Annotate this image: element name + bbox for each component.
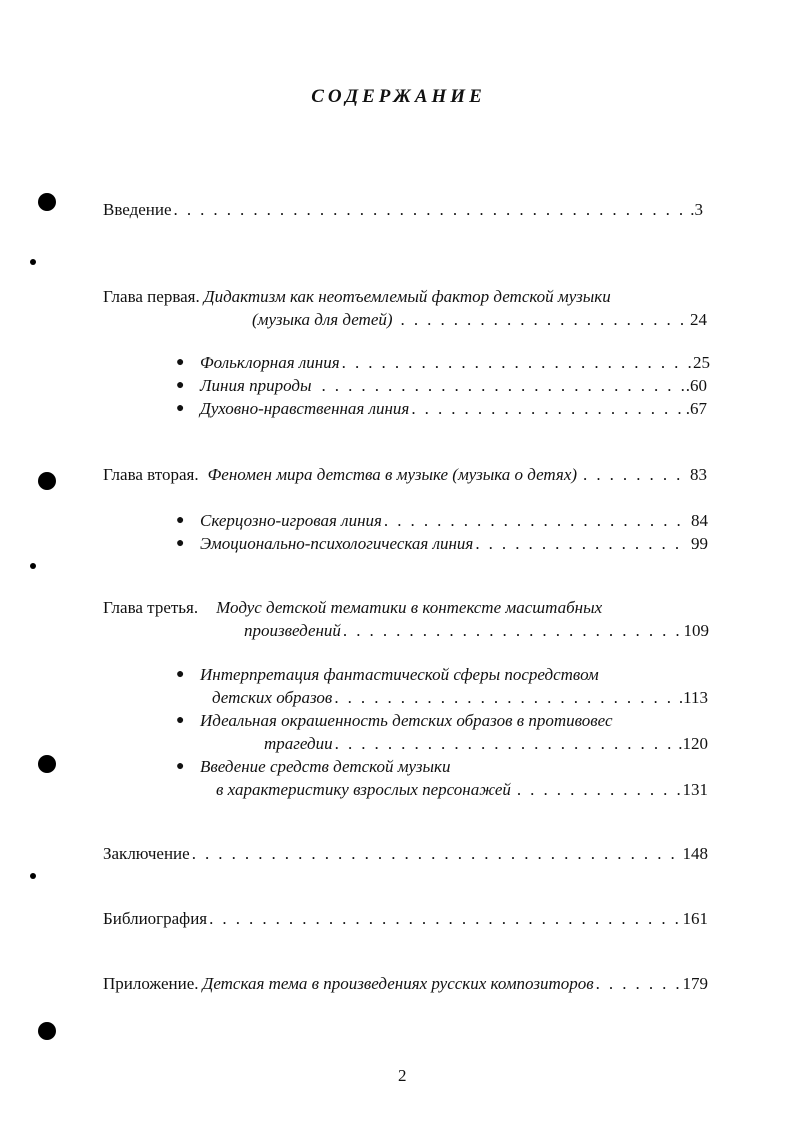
entry-page: 99 [691, 534, 708, 553]
toc-subentry-line2 [216, 779, 708, 801]
chapter-label: Глава первая. [103, 287, 200, 306]
toc-entry-ch1-line2 [252, 309, 707, 331]
chapter-title: Феномен мира детства в музыке (музыка о детях) [207, 465, 578, 484]
toc-entry-ch1-line1 [103, 286, 713, 308]
toc-subentry-line2 [212, 687, 708, 709]
entry-label: Введение средств детской музыки [200, 757, 451, 776]
entry-page: 25 [693, 353, 710, 372]
scan-speck [30, 259, 36, 265]
entry-label: Заключение [103, 844, 190, 863]
scan-speck [30, 873, 36, 879]
toc-subentry [200, 375, 707, 397]
toc-entry-ch3-line1 [103, 597, 703, 619]
toc-entry-bibliography [103, 908, 708, 930]
toc-subentry-line1 [200, 756, 700, 778]
entry-page: .60 [685, 376, 707, 395]
leader-dots [343, 620, 682, 642]
toc-entry-appendix [103, 973, 708, 995]
entry-label: Линия природы [200, 376, 312, 395]
leader-dots [596, 973, 681, 995]
entry-page: .3 [690, 200, 703, 219]
leader-dots [384, 510, 689, 532]
entry-label: Введение [103, 200, 172, 219]
chapter-subtitle: (музыка для детей) [252, 310, 393, 329]
toc-subentry [200, 533, 708, 555]
toc-entry-intro [103, 199, 703, 221]
leader-dots [209, 908, 680, 930]
leader-dots [401, 309, 688, 331]
entry-label: Скерцозно-игровая линия [200, 511, 382, 530]
entry-label-cont: детских образов [212, 688, 333, 707]
chapter-label: Глава вторая. [103, 465, 199, 484]
entry-label: Духовно-нравственная линия [200, 399, 410, 418]
entry-page: 109 [683, 621, 709, 640]
toc-subentry-line1 [200, 710, 700, 732]
bullet-icon: ● [176, 513, 185, 528]
bullet-icon: ● [176, 401, 185, 416]
punch-hole [38, 472, 56, 490]
leader-dots [335, 733, 677, 755]
bullet-icon: ● [176, 536, 185, 551]
toc-subentry [200, 352, 710, 374]
chapter-label: Глава третья. [103, 598, 199, 617]
entry-label: Фольклорная линия [200, 353, 340, 372]
chapter-title: Дидактизм как неотъемлемый фактор детской музыки [203, 287, 611, 306]
toc-entry-ch3-line2 [244, 620, 709, 642]
entry-label: Идеальная окрашенность детских образов в противовес [200, 711, 613, 730]
entry-page: 24 [690, 310, 707, 329]
entry-page: 131 [682, 780, 708, 799]
entry-label: Приложение. [103, 974, 199, 993]
entry-label-cont: в характеристику взрослых персонажей [216, 780, 511, 799]
leader-dots [174, 199, 689, 221]
bullet-icon: ● [176, 355, 185, 370]
entry-label-cont: трагедии [264, 734, 333, 753]
entry-page: 148 [682, 844, 708, 863]
entry-label: Интерпретация фантастической сферы посредством [200, 665, 599, 684]
appendix-title: Детская тема в произведениях русских композиторов [202, 974, 594, 993]
leader-dots [411, 398, 683, 420]
chapter-title: Модус детской тематики в контексте масштабных [216, 598, 603, 617]
page-number: 2 [398, 1066, 407, 1085]
toc-subentry-line1 [200, 664, 700, 686]
leader-dots [475, 533, 689, 555]
leader-dots [192, 843, 681, 865]
entry-page: .67 [685, 399, 707, 418]
leader-dots [322, 375, 684, 397]
leader-dots [342, 352, 691, 374]
leader-dots [517, 779, 681, 801]
bullet-icon: ● [176, 667, 185, 682]
toc-entry-ch2 [103, 464, 707, 486]
entry-page: 161 [682, 909, 708, 928]
toc-subentry [200, 398, 707, 420]
chapter-subtitle: произведений [244, 621, 341, 640]
leader-dots [334, 687, 677, 709]
toc-subentry [200, 510, 708, 532]
entry-page: .120 [678, 734, 708, 753]
bullet-icon: ● [176, 378, 185, 393]
entry-label: Библиография [103, 909, 208, 928]
entry-page: .113 [678, 688, 708, 707]
leader-dots [583, 464, 688, 486]
entry-page: 84 [691, 511, 708, 530]
punch-hole [38, 193, 56, 211]
entry-label: Эмоционально-психологическая линия [200, 534, 474, 553]
scan-speck [30, 563, 36, 569]
toc-subentry-line2 [264, 733, 708, 755]
bullet-icon: ● [176, 759, 185, 774]
punch-hole [38, 755, 56, 773]
entry-page: 179 [682, 974, 708, 993]
page-title: СОДЕРЖАНИЕ [311, 86, 486, 107]
bullet-icon: ● [176, 713, 185, 728]
toc-entry-conclusion [103, 843, 708, 865]
punch-hole [38, 1022, 56, 1040]
entry-page: 83 [690, 465, 707, 484]
